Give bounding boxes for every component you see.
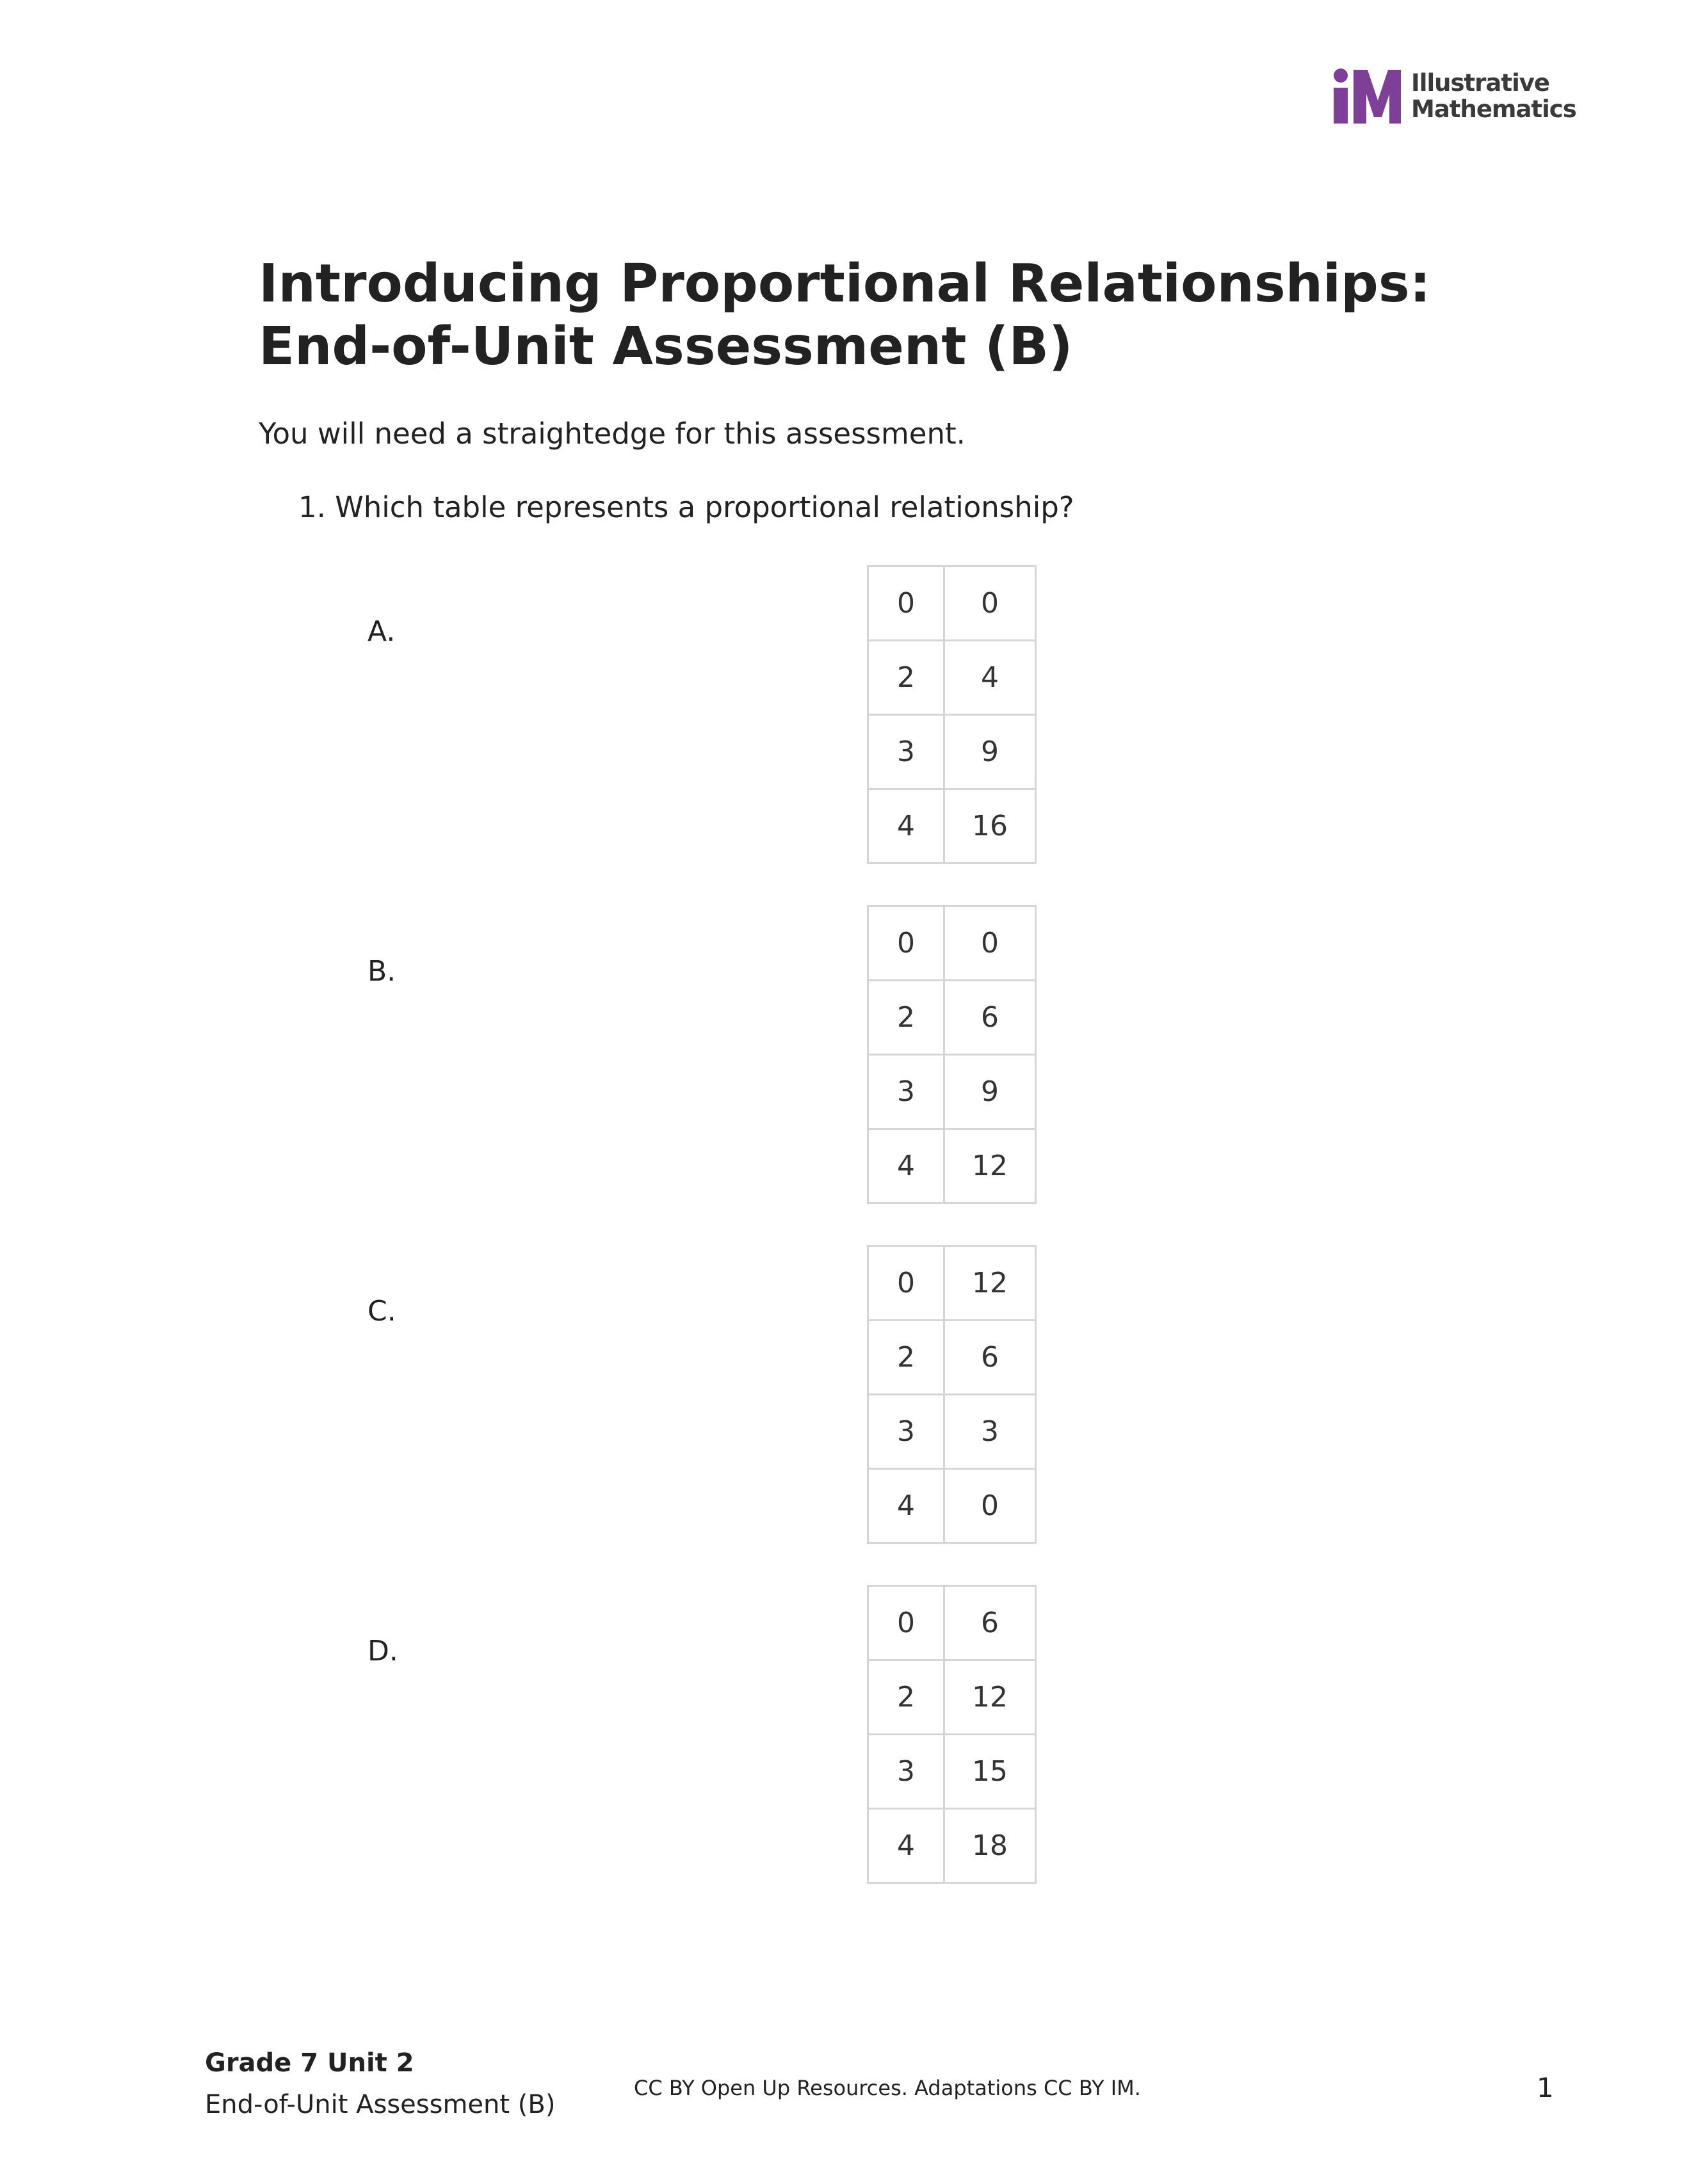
table-cell: 16 (944, 789, 1036, 863)
table-cell: 2 (868, 1660, 944, 1735)
footer-license: CC BY Open Up Resources. Adaptations CC BY IM. (634, 2076, 1141, 2100)
table-row (868, 1321, 1036, 1395)
table-cell: 12 (944, 1660, 1036, 1735)
table-cell: 2 (868, 1321, 944, 1395)
table-cell: 12 (944, 1129, 1036, 1203)
table-cell: 0 (868, 1586, 944, 1660)
table-cell: 18 (944, 1809, 1036, 1883)
page-number: 1 (1537, 2072, 1554, 2103)
illustrative-mathematics-logo (1332, 67, 1576, 125)
table-cell: 0 (868, 1246, 944, 1321)
table-cell: 9 (944, 1055, 1036, 1129)
table-cell: 4 (944, 641, 1036, 715)
table-cell: 0 (944, 906, 1036, 981)
table-cell: 2 (868, 641, 944, 715)
im-logo-icon (1332, 67, 1402, 125)
table-row (868, 1735, 1036, 1809)
table-cell: 4 (868, 1469, 944, 1543)
footer-grade-unit: Grade 7 Unit 2 (205, 2048, 414, 2078)
table-cell: 0 (944, 566, 1036, 641)
table-cell: 4 (868, 789, 944, 863)
table-row (868, 1586, 1036, 1660)
table-cell: 12 (944, 1246, 1036, 1321)
table-row (868, 715, 1036, 789)
table-cell: 3 (944, 1395, 1036, 1469)
table-row (868, 1809, 1036, 1883)
choice-d-table[interactable] (867, 1585, 1037, 1884)
choice-c-label[interactable]: C. (368, 1295, 396, 1328)
footer-assessment-name: End-of-Unit Assessment (B) (205, 2090, 556, 2119)
table-cell: 0 (944, 1469, 1036, 1543)
table-row (868, 1129, 1036, 1203)
table-row (868, 981, 1036, 1055)
table-cell: 3 (868, 1395, 944, 1469)
table-row (868, 1660, 1036, 1735)
table-cell: 3 (868, 715, 944, 789)
choice-a-label[interactable]: A. (368, 615, 396, 648)
table-cell: 6 (944, 1586, 1036, 1660)
table-row (868, 906, 1036, 981)
table-cell: 4 (868, 1809, 944, 1883)
table-row (868, 1395, 1036, 1469)
table-cell: 3 (868, 1055, 944, 1129)
table-cell: 0 (868, 566, 944, 641)
logo-wordmark (1411, 70, 1576, 122)
table-cell: 9 (944, 715, 1036, 789)
logo-line-1: Illustrative (1411, 69, 1549, 97)
table-cell: 15 (944, 1735, 1036, 1809)
page-title-line-2: End-of-Unit Assessment (B) (259, 316, 1073, 377)
assessment-instructions: You will need a straightedge for this assessment. (259, 417, 966, 451)
logo-line-2: Mathematics (1411, 95, 1576, 123)
table-row (868, 1469, 1036, 1543)
table-cell: 4 (868, 1129, 944, 1203)
table-cell: 3 (868, 1735, 944, 1809)
choice-d-label[interactable]: D. (368, 1635, 398, 1667)
page-title (259, 253, 1539, 378)
table-cell: 6 (944, 981, 1036, 1055)
choice-b-label[interactable]: B. (368, 955, 396, 988)
table-cell: 0 (868, 906, 944, 981)
table-row (868, 566, 1036, 641)
choice-b-table[interactable] (867, 905, 1037, 1204)
table-cell: 6 (944, 1321, 1036, 1395)
table-row (868, 641, 1036, 715)
table-cell: 2 (868, 981, 944, 1055)
choice-c-table[interactable] (867, 1245, 1037, 1544)
table-row (868, 789, 1036, 863)
choice-a-table[interactable] (867, 565, 1037, 864)
question-1-prompt: 1. Which table represents a proportional relationship? (298, 490, 1074, 524)
table-row (868, 1055, 1036, 1129)
table-row (868, 1246, 1036, 1321)
page-title-line-1: Introducing Proportional Relationships: (259, 253, 1431, 314)
